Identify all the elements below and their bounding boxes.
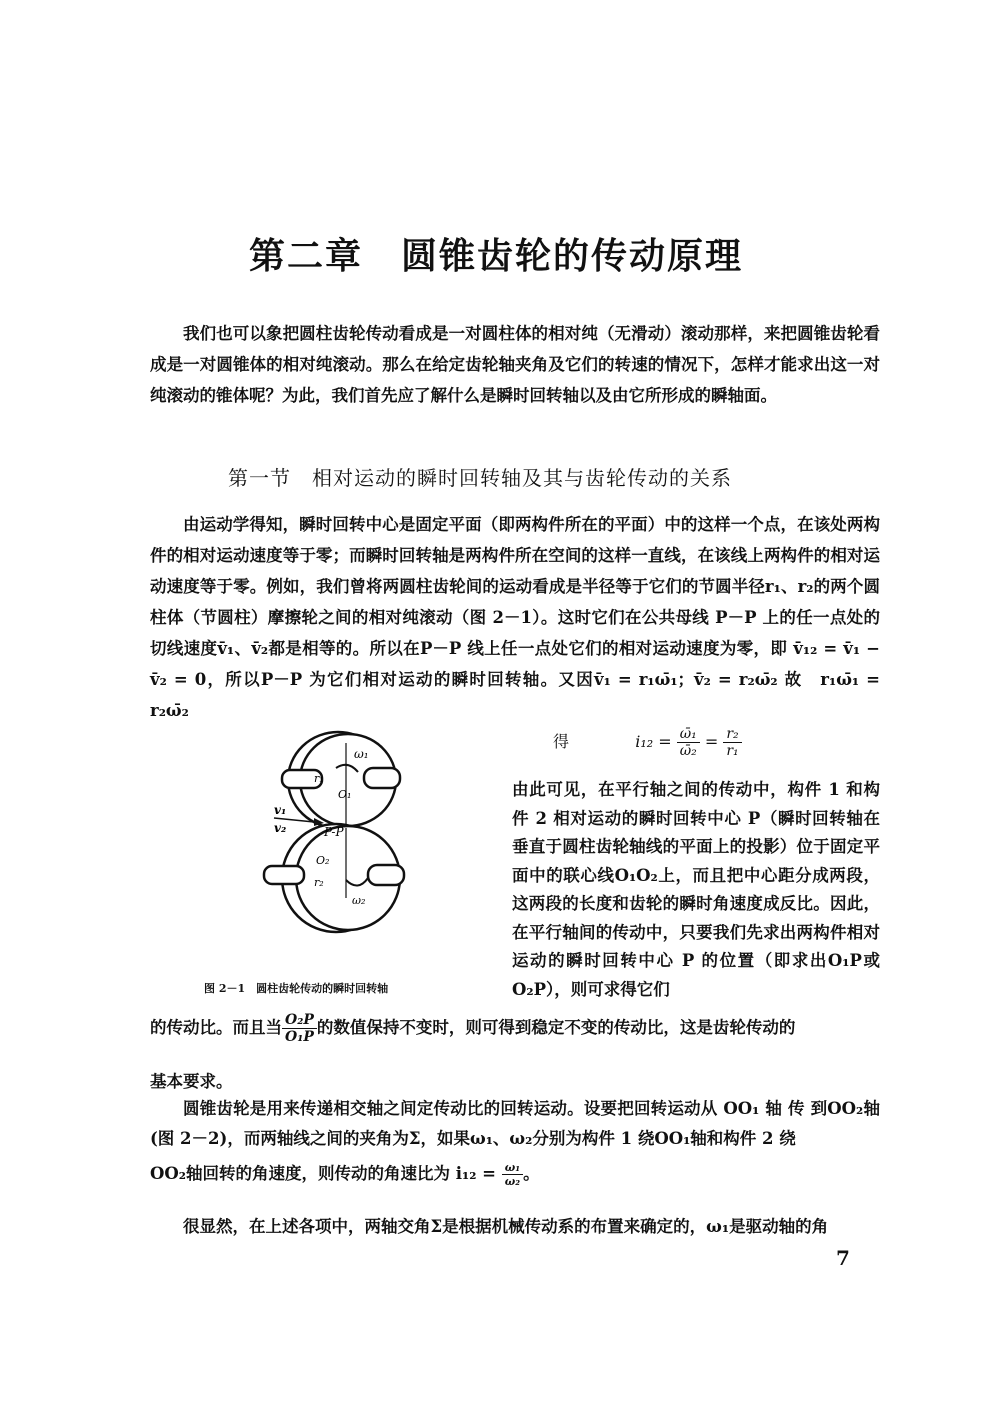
frac-r-den: r₁ [726, 743, 739, 759]
chapter-title: 第二章 圆锥齿轮的传动原理 [248, 235, 743, 277]
label-omega2: ω₂ [352, 894, 366, 907]
para2-tail-post: 。 [523, 1164, 540, 1183]
para2-tail-num: ω₁ [502, 1161, 523, 1175]
page-number: 7 [836, 1246, 850, 1270]
label-o2: O₂ [316, 854, 330, 867]
label-o1: O₁ [338, 788, 352, 801]
ratio-line-den: O₁P [285, 1029, 314, 1045]
formula-lhs: i₁₂ = [635, 732, 672, 751]
paragraph-2: 圆锥齿轮是用来传递相交轴之间定传动比的回转运动。设要把回转运动从 OO₁ 轴 传 到OO₂轴(图 2－2)，而两轴线之间的夹角为Σ，如果ω₁、ω₂分别为构件 1 绕OO₁轴和构件 2 绕 [150, 1099, 880, 1148]
lower-axle-left [264, 866, 304, 884]
basic-requirement-line: 基本要求。 [150, 1072, 233, 1091]
frac-omega-num: ω̄₁ [677, 726, 700, 743]
paragraph-1: 由运动学得知，瞬时回转中心是固定平面（即两构件所在的平面）中的这样一个点，在该处两构件的相对运动速度等于零；而瞬时回转轴是两构件所在空间的这样一直线，在该线上两构件的相对运动速度等于零。例如，我们曾将两圆柱齿轮间的运动看成是半径等于它们的节圆半径r₁、r₂的两个圆柱体（节圆柱）摩擦轮之间的相对纯滚动（图 2－1）。这时它们在公共母线 P－P 上的任一点处的切线速度v̄₁、v̄₂都是相等的。所以在P－P 线上任一点处它们的相对运动速度为零，即 v̄₁₂ = v̄₁ − v̄₂ = 0，所以P－P 为它们相对运动的瞬时回转轴。又因v̄₁ = r₁ω̄₁；v̄₂ = r₂ω̄₂ 故 r₁ω̄₁ = r₂ω̄₂ [150, 515, 880, 720]
paragraph-2-tail [150, 1160, 880, 1188]
frac-omega-den: ω̄₂ [679, 743, 697, 759]
upper-axle-right [364, 768, 400, 788]
lower-axle-right [368, 865, 404, 885]
formula-de: 得 [553, 732, 570, 751]
gear-diagram [196, 728, 476, 978]
label-r2: r₂ [314, 876, 324, 889]
figure-caption: 图 2－1 圆柱齿轮传动的瞬时回转轴 [204, 982, 389, 995]
label-p-p: P-P [324, 825, 344, 839]
formula-eq: = [704, 732, 719, 751]
label-omega1: ω₁ [354, 747, 369, 761]
ratio-line-num: O₂P [282, 1012, 317, 1029]
label-v2: v₂ [274, 821, 287, 835]
label-r1: r₁ [314, 772, 324, 785]
formula-frac-omega [677, 726, 700, 759]
intro-paragraph: 我们也可以象把圆柱齿轮传动看成是一对圆柱体的相对纯（无滑动）滚动那样，来把圆锥齿轮看成是一对圆锥体的相对纯滚动。那么在给定齿轮轴夹角及它们的转速的情况下，怎样才能求出这一对纯滚动的锥体呢？为此，我们首先应了解什么是瞬时回转轴以及由它所形成的瞬轴面。 [150, 324, 880, 405]
ratio-line [150, 1012, 880, 1045]
ratio-line-frac [282, 1012, 317, 1045]
right-column-text: 由此可见，在平行轴之间的传动中，构件 1 和构件 2 相对运动的瞬时回转中心 P（瞬时回转轴在垂直于圆柱齿轮轴线的平面上的投影）位于固定平面中的联心线O₁O₂上，而且把中心距分成两段，这两段的长度和齿轮的瞬时角速度成反比。因此，在平行轴间的传动中，只要我们先求出两构件相对运动的瞬时回转中心 P 的位置（即求出O₁P或O₂P），则可求得它们 [512, 780, 880, 999]
ratio-line-post: 的数值保持不变时，则可得到稳定不变的传动比，这是齿轮传动的 [316, 1018, 796, 1037]
formula-frac-r [723, 726, 741, 759]
para2-tail-den: ω₂ [504, 1175, 521, 1188]
label-v1: v₁ [274, 803, 287, 817]
frac-r-num: r₂ [723, 726, 741, 743]
para2-tail-pre: OO₂轴回转的角速度，则传动的角速比为 i₁₂ = [150, 1164, 497, 1183]
ratio-formula [553, 726, 742, 759]
ratio-line-pre: 的传动比。而且当 [150, 1018, 282, 1037]
section-title: 第一节 相对运动的瞬时回转轴及其与齿轮传动的关系 [228, 466, 732, 490]
para2-tail-frac [502, 1161, 523, 1188]
paragraph-3: 很显然，在上述各项中，两轴交角Σ是根据机械传动系的布置来确定的，ω₁是驱动轴的角 [183, 1217, 829, 1236]
